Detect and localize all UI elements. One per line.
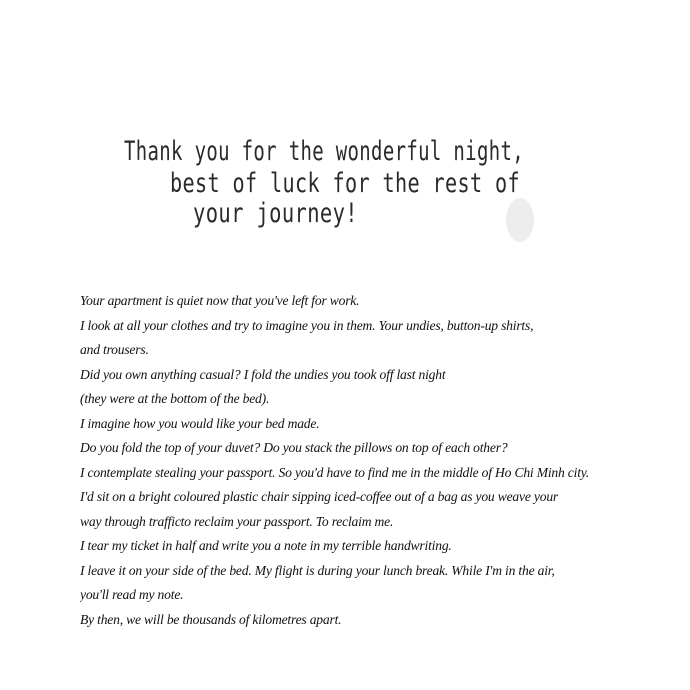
- poem-line: Do you fold the top of your duvet? Do you stack the pillows on top of each other?: [80, 440, 508, 455]
- poem-line: way through trafficto reclaim your passport. To reclaim me.: [80, 513, 394, 529]
- poem-line: I contemplate stealing your passport. So you'd have to find me in the middle of Ho Chi Minh city.: [80, 464, 590, 480]
- handwritten-note: [0, 0, 690, 270]
- note-line-2: best of luck for the rest of: [170, 168, 520, 199]
- poem-line: Your apartment is quiet now that you've left for work.: [80, 293, 360, 308]
- poem-line: I leave it on your side of the bed. My flight is during your lunch break. While I'm in the air,: [80, 562, 555, 578]
- handwritten-note-image: [0, 0, 690, 270]
- poem-line: Did you own anything casual? I fold the undies you took off last night: [80, 366, 446, 382]
- poem-line: (they were at the bottom of the bed).: [80, 391, 270, 406]
- poem-line: I'd sit on a bright coloured plastic chair sipping iced-coffee out of a bag as you weave your: [80, 489, 559, 504]
- poem-line: By then, we will be thousands of kilometres apart.: [80, 611, 342, 627]
- paper-smudge: [506, 198, 534, 242]
- note-line-3: your journey!: [193, 198, 358, 229]
- note-line-1: Thank you for the wonderful night,: [124, 136, 524, 167]
- poem-line: you'll read my note.: [80, 587, 184, 602]
- poem-text: [80, 289, 670, 632]
- poem-line: I look at all your clothes and try to imagine you in them. Your undies, button-up shirts,: [80, 317, 534, 333]
- poem-line: I tear my ticket in half and write you a note in my terrible handwriting.: [80, 538, 452, 553]
- poem-line: I imagine how you would like your bed made.: [80, 415, 320, 431]
- poem-line: and trousers.: [80, 342, 149, 357]
